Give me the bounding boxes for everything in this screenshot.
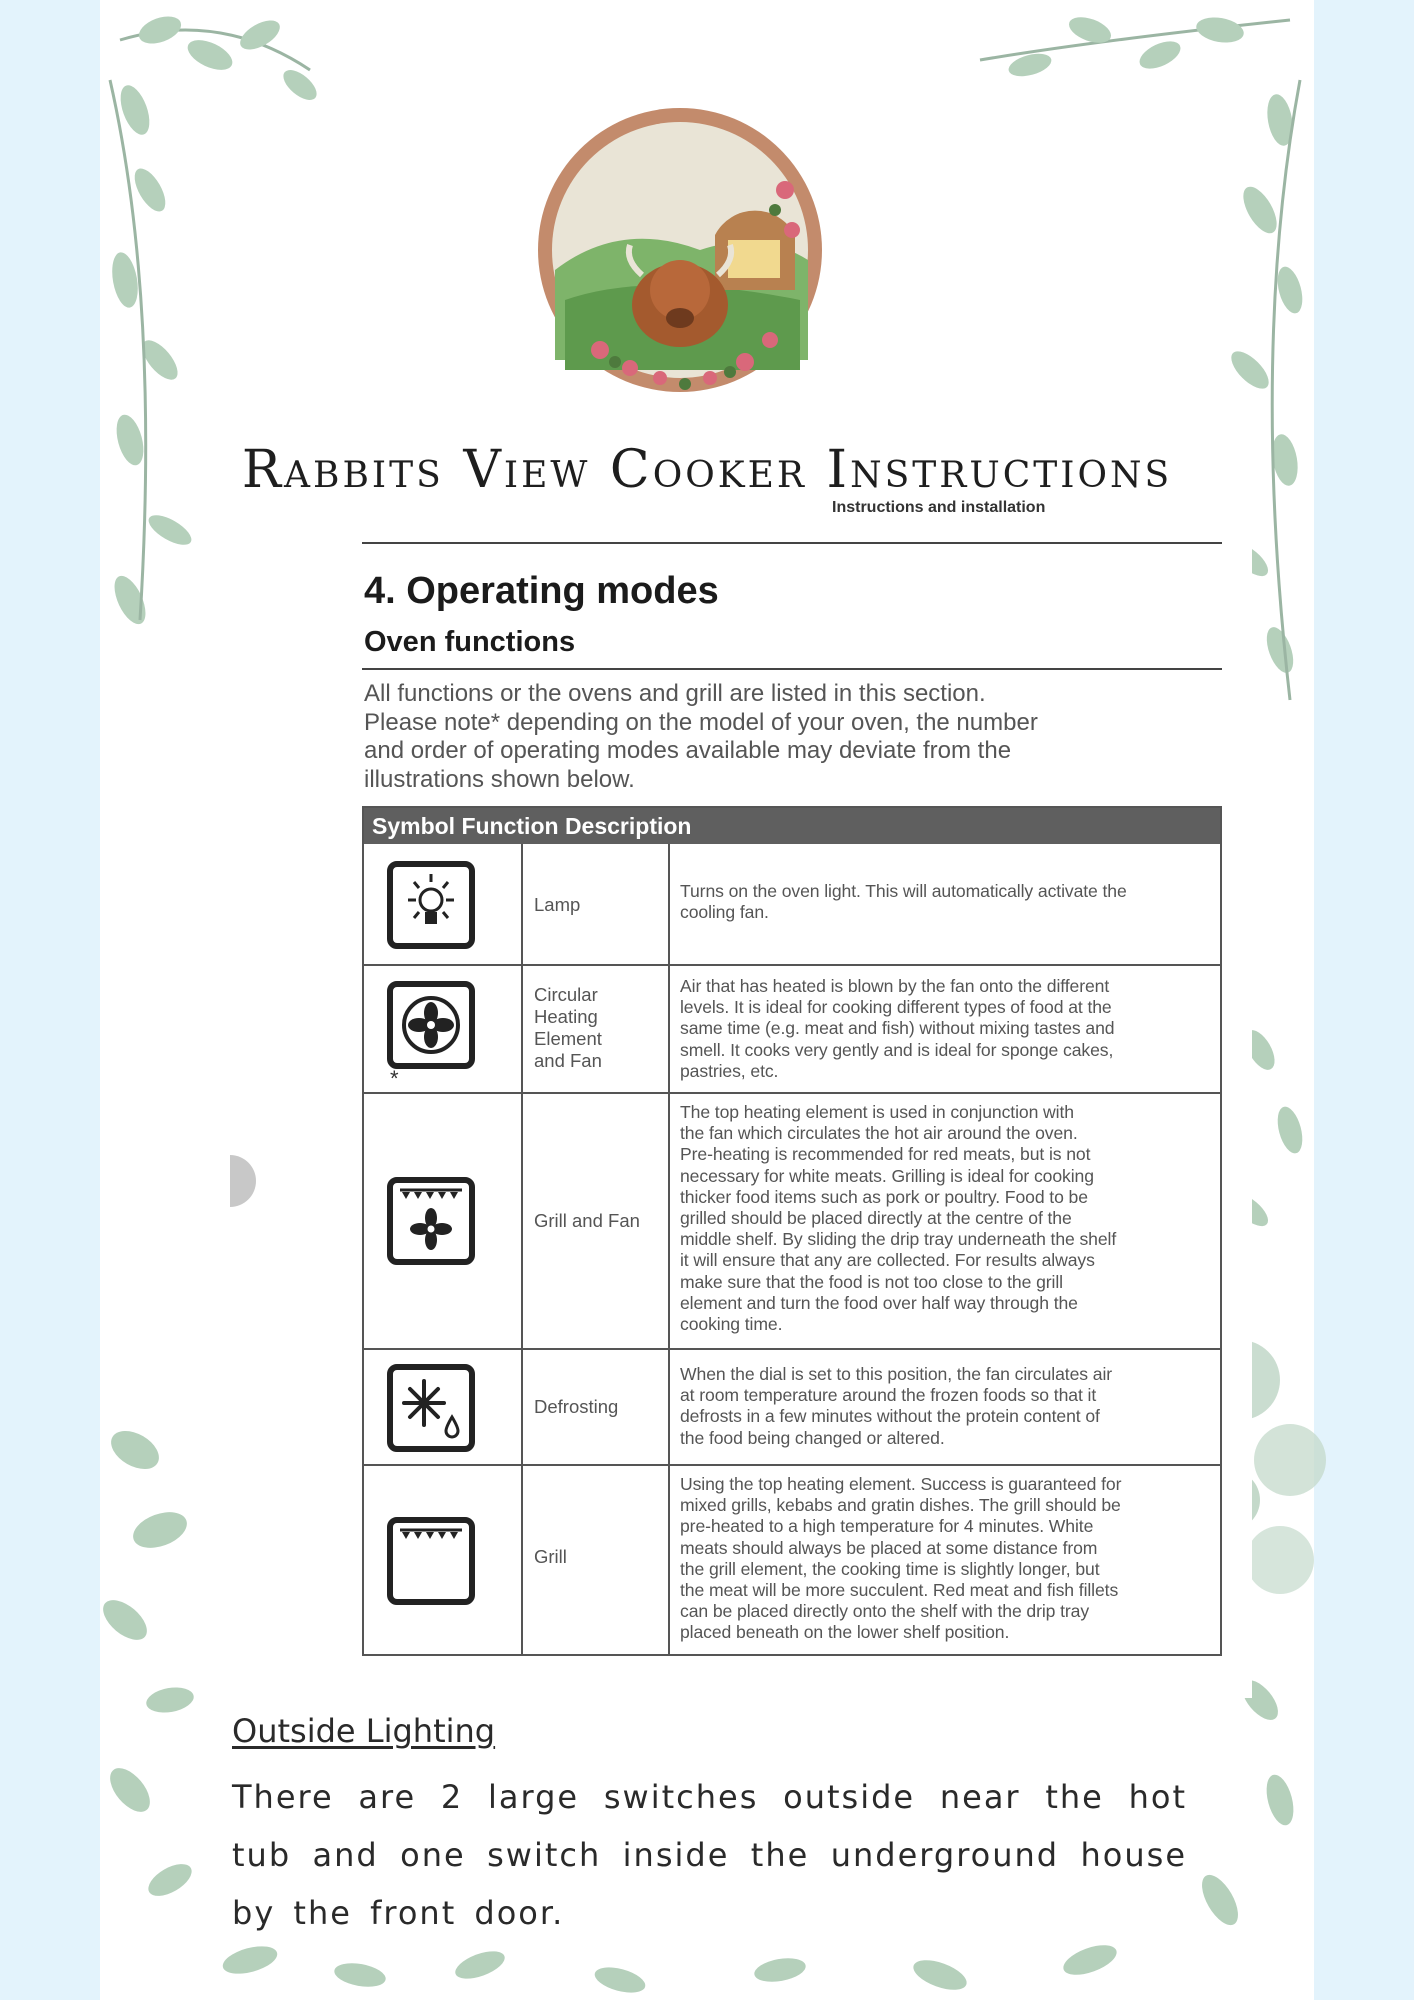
lamp-icon <box>386 860 476 950</box>
description-line: mixed grills, kebabs and gratin dishes. The grill should be <box>680 1495 1121 1516</box>
description-line: element and turn the food over half way through the <box>680 1292 1078 1313</box>
description-line: the food being changed or altered. <box>680 1427 945 1448</box>
table-row-grill <box>364 1466 1220 1654</box>
symbol-cell <box>364 844 521 964</box>
description-line: The top heating element is used in conjunction with <box>680 1102 1074 1122</box>
description-line: placed beneath on the lower shelf position. <box>680 1622 1010 1643</box>
subheading-rule <box>362 668 1222 670</box>
function-name: Circular Heating Element and Fan <box>534 984 602 1071</box>
description-line: When the dial is set to this position, the fan circulates air <box>680 1364 1113 1384</box>
description-line: at room temperature around the frozen foods so that it <box>680 1385 1097 1406</box>
intro-line: illustrations shown below. <box>364 765 635 793</box>
description-line: cooling fan. <box>680 902 769 923</box>
header-rule <box>362 542 1222 544</box>
description-line: the fan which circulates the hot air around the oven. <box>680 1123 1078 1144</box>
description-line: cooking time. <box>680 1314 783 1335</box>
section-subheading: Oven functions <box>364 626 576 658</box>
manual-excerpt <box>232 499 1252 1698</box>
function-name: Grill and Fan <box>534 1210 640 1231</box>
outside-lighting-heading: Outside Lighting <box>232 1712 496 1750</box>
function-name: Grill <box>534 1546 567 1567</box>
asterisk-note: * <box>390 1066 399 1091</box>
intro-line: and order of operating modes available may deviate from the <box>364 737 1012 764</box>
function-description <box>680 1102 1210 1335</box>
symbol-cell <box>364 966 521 1092</box>
function-description <box>680 1364 1210 1449</box>
outside-lighting-text: There are 2 large switches outside near the hot tub and one switch inside the underground house by the front door. <box>232 1778 1187 1932</box>
description-line: it will ensure that any are collected. For results always <box>680 1250 1095 1271</box>
description-line: middle shelf. By sliding the drip tray underneath the shelf <box>680 1229 1117 1250</box>
table-header: Symbol Function Description <box>364 808 1220 844</box>
intro-line: Please note* depending on the model of your oven, the number <box>364 708 1038 736</box>
table-row-lamp <box>364 844 1220 966</box>
description-line: grilled should be placed directly at the centre of the <box>680 1208 1072 1229</box>
table-row-fan <box>364 966 1220 1094</box>
function-name: Defrosting <box>534 1396 619 1417</box>
description-line: can be placed directly onto the shelf with the drip tray <box>680 1601 1090 1622</box>
symbol-cell <box>364 1094 521 1348</box>
function-name: Lamp <box>534 894 581 915</box>
description-line: Air that has heated is blown by the fan onto the different <box>680 976 1110 996</box>
description-line: pastries, etc. <box>680 1060 779 1081</box>
description-line: necessary for white meats. Grilling is ideal for cooking <box>680 1165 1094 1186</box>
oven-functions-table <box>362 806 1222 1656</box>
defrost-icon <box>386 1363 476 1453</box>
grill-fan-icon <box>386 1176 476 1266</box>
description-line: meats should always be placed at some distance from <box>680 1537 1098 1558</box>
rabbits-view-emblem <box>530 100 830 400</box>
intro-line: All functions or the ovens and grill are listed in this section. <box>364 680 986 707</box>
description-line: smell. It cooks very gently and is ideal for sponge cakes, <box>680 1039 1114 1060</box>
description-line: the meat will be more succulent. Red meat and fish fillets <box>680 1580 1119 1601</box>
table-row-grill-fan <box>364 1094 1220 1350</box>
fan-icon <box>386 980 476 1070</box>
manual-running-header: Instructions and installation <box>832 499 1046 516</box>
description-line: defrosts in a few minutes without the protein content of <box>680 1406 1100 1427</box>
document-page <box>100 0 1314 2000</box>
description-line: Using the top heating element. Success is guaranteed for <box>680 1474 1122 1494</box>
page-title: Rabbits View Cooker Instructions <box>241 440 1173 500</box>
symbol-cell <box>364 1350 521 1464</box>
page-side-tab <box>230 1155 256 1207</box>
function-description <box>680 976 1210 1082</box>
grill-icon <box>386 1516 476 1606</box>
table-row-defrosting <box>364 1350 1220 1466</box>
intro-paragraph <box>364 680 1194 794</box>
function-description <box>680 1474 1210 1644</box>
description-line: levels. It is ideal for cooking different types of food at the <box>680 997 1112 1018</box>
function-description <box>680 881 1210 923</box>
description-line: thicker food items such as pork or poultry. Food to be <box>680 1186 1088 1207</box>
symbol-cell <box>364 1466 521 1654</box>
description-line: Pre-heating is recommended for red meats, but is not <box>680 1144 1091 1165</box>
description-line: make sure that the food is not too close to the grill <box>680 1271 1063 1292</box>
description-line: Turns on the oven light. This will automatically activate the <box>680 881 1127 901</box>
description-line: the grill element, the cooking time is slightly longer, but <box>680 1558 1100 1579</box>
section-heading: 4. Operating modes <box>364 570 719 612</box>
description-line: same time (e.g. meat and fish) without mixing tastes and <box>680 1018 1115 1039</box>
description-line: pre-heated to a high temperature for 4 minutes. White <box>680 1516 1094 1537</box>
